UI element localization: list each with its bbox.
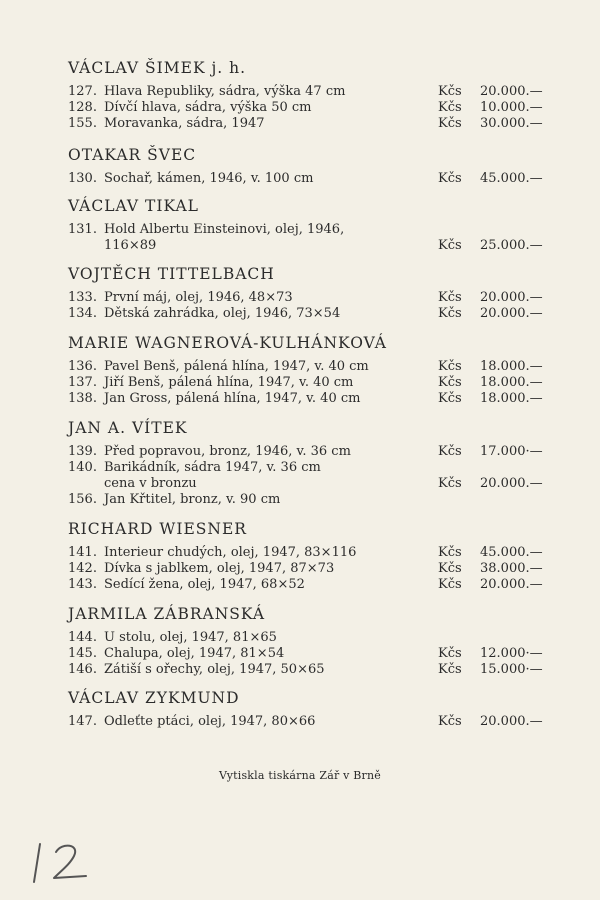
- catalog-row: [68, 545, 560, 561]
- handwritten-page-number: [28, 838, 108, 892]
- price: 20.000.—: [480, 84, 543, 99]
- price: 18.000.—: [480, 391, 543, 406]
- price: 25.000.—: [480, 238, 543, 253]
- item-number: 147.: [68, 714, 97, 729]
- catalog-row: [68, 444, 560, 460]
- item-title: Barikádník, sádra 1947, v. 36 cm: [104, 460, 321, 475]
- catalog-row: [68, 492, 560, 508]
- currency: Kčs: [438, 290, 462, 305]
- catalog-row: [68, 646, 560, 662]
- item-number: 127.: [68, 84, 97, 99]
- artist-name: JARMILA ZÁBRANSKÁ: [68, 605, 266, 623]
- catalog-row: [68, 222, 560, 238]
- currency: Kčs: [438, 171, 462, 186]
- item-title: Hold Albertu Einsteinovi, olej, 1946,: [104, 222, 345, 237]
- section-vitek: [68, 418, 560, 508]
- artist-name: VÁCLAV ZYKMUND: [68, 689, 240, 707]
- currency: Kčs: [438, 116, 462, 131]
- item-title: Chalupa, olej, 1947, 81×54: [104, 646, 285, 661]
- catalog-row: [68, 714, 560, 730]
- artist-name: MARIE WAGNEROVÁ-KULHÁNKOVÁ: [68, 334, 387, 352]
- item-number: 140.: [68, 460, 97, 475]
- currency: Kčs: [438, 359, 462, 374]
- section-svec: [68, 145, 560, 187]
- item-number: 146.: [68, 662, 97, 677]
- item-number: 142.: [68, 561, 97, 576]
- item-title: Sochař, kámen, 1946, v. 100 cm: [104, 171, 314, 186]
- section-simek: [68, 58, 560, 132]
- currency: Kčs: [438, 306, 462, 321]
- catalog-row: [68, 100, 560, 116]
- price: 10.000.—: [480, 100, 543, 115]
- item-title: Pavel Benš, pálená hlína, 1947, v. 40 cm: [104, 359, 369, 374]
- currency: Kčs: [438, 476, 462, 491]
- item-title: Moravanka, sádra, 1947: [104, 116, 265, 131]
- currency: Kčs: [438, 545, 462, 560]
- item-number: 134.: [68, 306, 97, 321]
- catalog-row: [68, 84, 560, 100]
- printer-imprint: Vytiskla tiskárna Zář v Brně: [219, 769, 381, 782]
- artist-name: OTAKAR ŠVEC: [68, 146, 197, 164]
- item-title: 116×89: [104, 238, 157, 253]
- currency: Kčs: [438, 100, 462, 115]
- artist-name: VÁCLAV ŠIMEK j. h.: [68, 59, 247, 77]
- currency: Kčs: [438, 662, 462, 677]
- item-title: cena v bronzu: [104, 476, 197, 491]
- catalog-row: [68, 630, 560, 646]
- artist-name: VOJTĚCH TITTELBACH: [68, 265, 275, 283]
- catalog-row: [68, 375, 560, 391]
- item-title: Zátiší s ořechy, olej, 1947, 50×65: [104, 662, 325, 677]
- item-title: Interieur chudých, olej, 1947, 83×116: [104, 545, 357, 560]
- item-number: 144.: [68, 630, 97, 645]
- price: 17.000·—: [480, 444, 543, 459]
- catalog-row: [68, 238, 560, 254]
- price: 45.000.—: [480, 545, 543, 560]
- catalog-row: [68, 460, 560, 476]
- price: 20.000.—: [480, 714, 543, 729]
- section-zabranska: [68, 604, 560, 678]
- catalog-row: [68, 577, 560, 593]
- section-wiesner: [68, 519, 560, 593]
- currency: Kčs: [438, 577, 462, 592]
- currency: Kčs: [438, 84, 462, 99]
- item-number: 130.: [68, 171, 97, 186]
- item-number: 128.: [68, 100, 97, 115]
- price: 38.000.—: [480, 561, 543, 576]
- catalog-row: [68, 476, 560, 492]
- item-title: Hlava Republiky, sádra, výška 47 cm: [104, 84, 346, 99]
- catalog-row: [68, 662, 560, 678]
- item-number: 139.: [68, 444, 97, 459]
- catalog-row: [68, 561, 560, 577]
- item-number: 143.: [68, 577, 97, 592]
- item-number: 136.: [68, 359, 97, 374]
- item-title: Před popravou, bronz, 1946, v. 36 cm: [104, 444, 351, 459]
- artist-name: RICHARD WIESNER: [68, 520, 247, 538]
- item-title: U stolu, olej, 1947, 81×65: [104, 630, 277, 645]
- price: 12.000·—: [480, 646, 543, 661]
- item-number: 155.: [68, 116, 97, 131]
- price: 18.000.—: [480, 375, 543, 390]
- item-title: Dětská zahrádka, olej, 1946, 73×54: [104, 306, 341, 321]
- item-title: Jiří Benš, pálená hlína, 1947, v. 40 cm: [104, 375, 354, 390]
- item-title: Sedící žena, olej, 1947, 68×52: [104, 577, 305, 592]
- item-title: První máj, olej, 1946, 48×73: [104, 290, 293, 305]
- price: 20.000.—: [480, 290, 543, 305]
- price: 30.000.—: [480, 116, 543, 131]
- section-tittelbach: [68, 264, 560, 322]
- catalog-row: [68, 116, 560, 132]
- catalog-row: [68, 359, 560, 375]
- artist-name: VÁCLAV TIKAL: [68, 197, 199, 215]
- section-tikal: [68, 196, 560, 254]
- item-number: 141.: [68, 545, 97, 560]
- item-title: Dívka s jablkem, olej, 1947, 87×73: [104, 561, 335, 576]
- artist-name: JAN A. VÍTEK: [68, 419, 188, 437]
- item-number: 156.: [68, 492, 97, 507]
- section-wagnerova: [68, 333, 560, 407]
- currency: Kčs: [438, 646, 462, 661]
- item-title: Dívčí hlava, sádra, výška 50 cm: [104, 100, 312, 115]
- catalog-row: [68, 306, 560, 322]
- currency: Kčs: [438, 391, 462, 406]
- price: 20.000.—: [480, 306, 543, 321]
- item-number: 137.: [68, 375, 97, 390]
- handwritten-12-mark: [28, 838, 108, 888]
- item-number: 133.: [68, 290, 97, 305]
- item-number: 138.: [68, 391, 97, 406]
- catalog-row: [68, 171, 560, 187]
- section-zykmund: [68, 688, 560, 730]
- price: 20.000.—: [480, 577, 543, 592]
- currency: Kčs: [438, 444, 462, 459]
- currency: Kčs: [438, 238, 462, 253]
- item-number: 131.: [68, 222, 97, 237]
- price: 18.000.—: [480, 359, 543, 374]
- currency: Kčs: [438, 714, 462, 729]
- item-title: Jan Gross, pálená hlína, 1947, v. 40 cm: [104, 391, 361, 406]
- price: 15.000·—: [480, 662, 543, 677]
- currency: Kčs: [438, 561, 462, 576]
- item-title: Jan Křtitel, bronz, v. 90 cm: [104, 492, 281, 507]
- catalog-row: [68, 290, 560, 306]
- catalog-row: [68, 391, 560, 407]
- price: 45.000.—: [480, 171, 543, 186]
- price: 20.000.—: [480, 476, 543, 491]
- item-title: Odleťte ptáci, olej, 1947, 80×66: [104, 714, 316, 729]
- currency: Kčs: [438, 375, 462, 390]
- item-number: 145.: [68, 646, 97, 661]
